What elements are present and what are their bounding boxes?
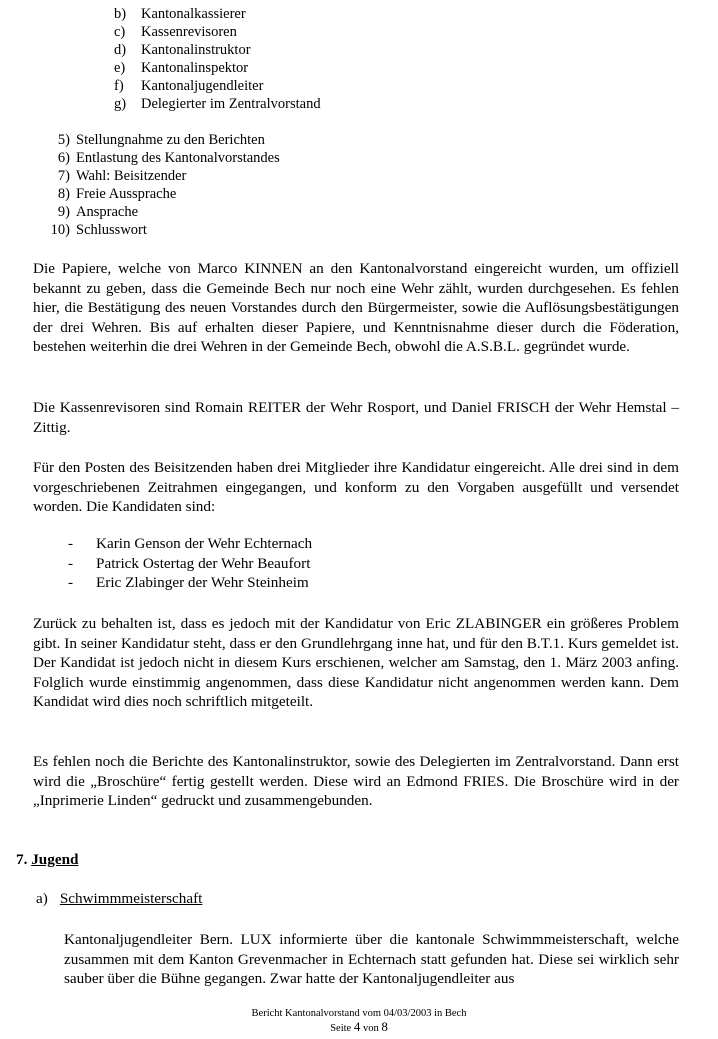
list-item: 9) Ansprache bbox=[57, 204, 139, 220]
paragraph-schwimm: Kantonaljugendleiter Bern. LUX informierte über die kantonale Schwimmmeisterschaft, welche zusammen mit dem Kanton Grevenmacher in Echternach statt gefunden hat. Diese sei wirklich sehr sauber über die Bühne gegangen. Zwar hatte der Kantonaljugendleiter aus bbox=[64, 931, 679, 988]
paragraph-berichte: Es fehlen noch die Berichte des Kantonalinstruktor, sowie des Delegierten im Zentralvorstand. Dann erst wird die „Broschüre“ fertig gestellt werden. Diese wird an Edmond FRIES. Die Broschüre wird in der „Inprimerie Linden“ gedruckt und zusammengebunden. bbox=[33, 753, 679, 810]
list-item: 5) Stellungnahme zu den Berichten bbox=[57, 132, 265, 148]
list-item: 10) Schlusswort bbox=[50, 222, 147, 238]
paragraph-kassenrevisoren: Die Kassenrevisoren sind Romain REITER der Wehr Rosport, und Daniel FRISCH der Wehr Hemstal – Zittig. bbox=[33, 399, 679, 436]
list-item: f) Kantonaljugendleiter bbox=[114, 78, 264, 94]
list-item: 7) Wahl: Beisitzender bbox=[57, 168, 187, 184]
paragraph-papiere: Die Papiere, welche von Marco KINNEN an den Kantonalvorstand eingereicht wurden, um offiziell bekannt zu geben, dass die Gemeinde Bech nur noch eine Wehr zählt, wurden durchgesehen. Es fehlen hier, die Bestätigung des neuen Vorstandes durch den Bürgermeister, sowie die Auflösungsbestätigungen der drei Wehren. Bis auf erhalten dieser Papiere, und Kenntnisnahme dieser durch die Föderation, bestehen weiterhin die drei Wehren in der Gemeinde Bech, obwohl die A.S.B.L. gegründet wurde. bbox=[33, 260, 679, 356]
list-item: - Patrick Ostertag der Wehr Beaufort bbox=[68, 554, 311, 572]
agenda-numbered-list bbox=[44, 131, 280, 239]
section-title: Jugend bbox=[31, 851, 79, 868]
list-item: - Karin Genson der Wehr Echternach bbox=[68, 535, 313, 552]
list-item: 6) Entlastung des Kantonalvorstandes bbox=[57, 150, 280, 166]
list-item: e) Kantonalinspektor bbox=[114, 60, 249, 76]
agenda-sublist bbox=[114, 5, 321, 113]
candidate-list bbox=[68, 535, 312, 594]
list-item: d) Kantonalinstruktor bbox=[114, 42, 251, 58]
list-item: b) Kantonalkassierer bbox=[114, 6, 246, 22]
page-footer bbox=[0, 1007, 718, 1035]
list-item: 8) Freie Aussprache bbox=[57, 186, 177, 202]
paragraph-zlabinger: Zurück zu behalten ist, dass es jedoch mit der Kandidatur von Eric ZLABINGER ein größeres Problem gibt. In seiner Kandidatur steht, dass er den Grundlehrgang inne hat, und für den B.T.1. Kurs gemeldet ist. Der Kandidat ist jedoch nicht in diesem Kurs erschienen, welcher am Samstag, den 1. März 2003 anfing. Folglich wurde einstimmig angenommen, dass diese Kandidatur nicht angenommen werden kann. Dem Kandidat wird dies noch schriftlich mitgeteilt. bbox=[33, 615, 679, 711]
list-item: g) Delegierter im Zentralvorstand bbox=[114, 96, 321, 112]
section-heading: 7. Jugend bbox=[16, 851, 79, 868]
subsection-heading: a) Schwimmmeisterschaft bbox=[36, 890, 203, 907]
subsection-title: Schwimmmeisterschaft bbox=[59, 890, 203, 907]
paragraph-beisitzender: Für den Posten des Beisitzenden haben drei Mitglieder ihre Kandidatur eingereicht. Alle drei sind in dem vorgeschriebenen Zeitrahmen eingegangen, und konform zu den Vorgaben ausgefüllt und versendet worden. Die Kandidaten sind: bbox=[33, 459, 679, 516]
list-item: c) Kassenrevisoren bbox=[114, 24, 237, 40]
footer-page-number: Seite 4 von 8 bbox=[330, 1019, 388, 1034]
footer-report-line: Bericht Kantonalvorstand vom 04/03/2003 in Bech bbox=[251, 1008, 467, 1019]
list-item: - Eric Zlabinger der Wehr Steinheim bbox=[68, 574, 309, 592]
